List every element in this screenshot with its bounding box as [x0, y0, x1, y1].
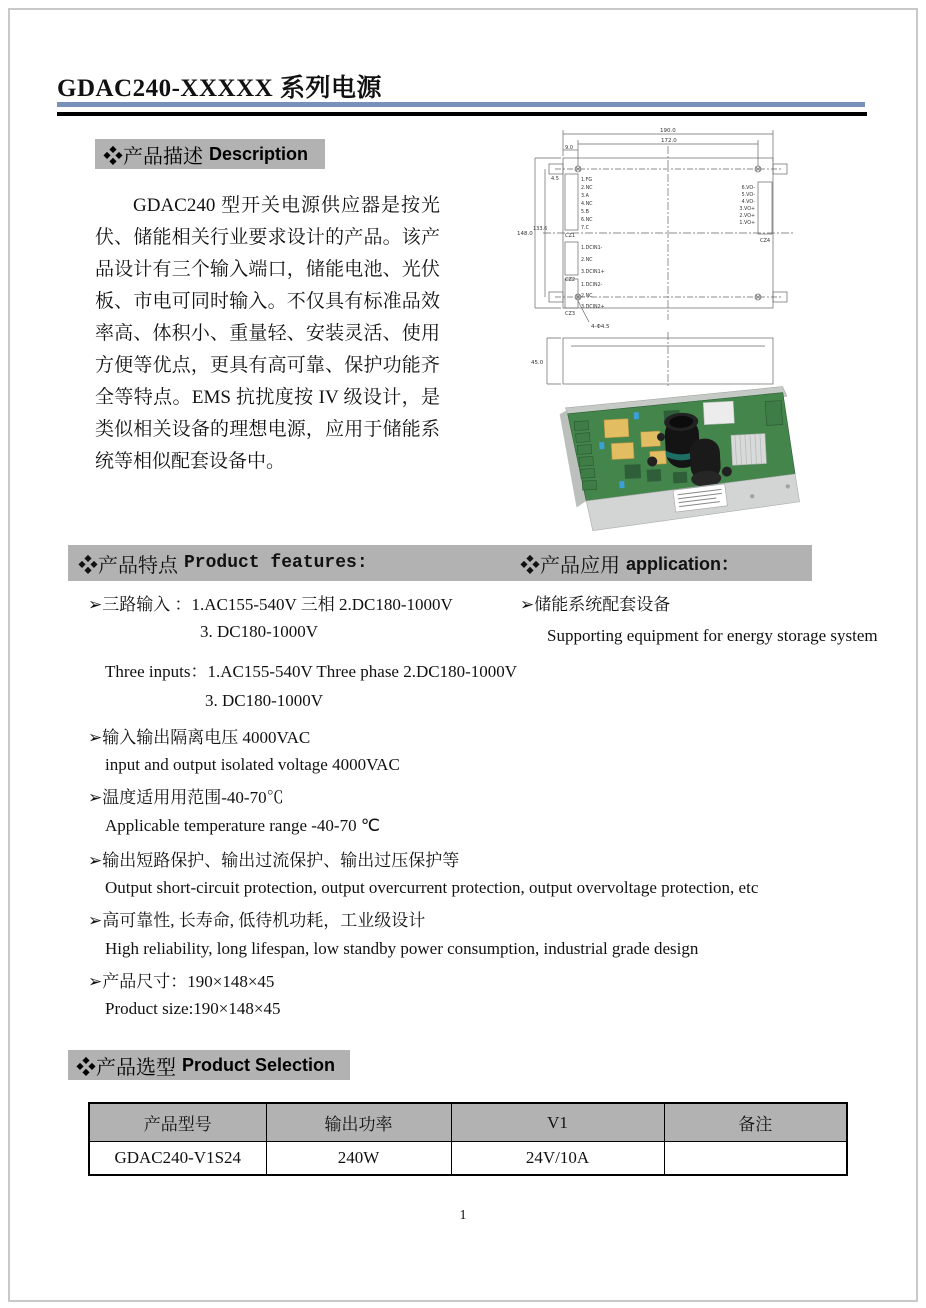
terminal-block-right	[765, 401, 782, 426]
application-item-en: Supporting equipment for energy storage system	[547, 626, 878, 645]
title-underline-blue	[57, 102, 865, 107]
cz1-pin: 3.A	[581, 194, 589, 199]
cz3-pin: 1.DCIN2-	[581, 283, 603, 288]
features-application-header-band	[68, 545, 812, 581]
feature-line: ➢高可靠性, 长寿命, 低待机功耗，工业级设计	[88, 911, 426, 930]
feature-line: ➢三路输入 ：1.AC155-540V 三相 2.DC180-1000V	[88, 595, 453, 614]
cz2-pin: 3.DCIN1+	[581, 270, 605, 275]
cz1-pin: 6.NC	[581, 218, 593, 223]
dim-width-inner: 172.0	[661, 138, 677, 144]
connector-cz2	[565, 242, 578, 275]
feature-line: input and output isolated voltage 4000VAC	[105, 755, 400, 774]
col-header-note: 备注	[664, 1103, 847, 1142]
description-paragraph: GDAC240 型开关电源供应器是按光伏、储能相关行业要求设计的产品。该产品设计有三个输入端口，储能电池、光伏板、市电可同时输入。不仅具有标准品效率高、体积小、重量轻、安装灵活、使用方便等优点，更具有高可靠、保护功能齐全等特点。EMS 抗扰度按 IV 级设计，是类似相关设备的理想电源，应用于储能系统等相似配套设备中。	[95, 195, 440, 472]
cz4-pin: 5.VO-	[741, 193, 755, 198]
feature-line: ➢输入输出隔离电压 4000VAC	[88, 728, 311, 747]
col-header-v1: V1	[451, 1103, 664, 1142]
connector-cz4	[758, 182, 772, 234]
connector-label-cz1: CZ1	[565, 233, 576, 239]
heatsink	[731, 434, 767, 466]
dim-width-outer: 190.0	[660, 128, 676, 134]
page-number: 1	[459, 1208, 467, 1223]
section-header-application-en: application：	[626, 554, 740, 574]
cz1-pin: 5.B	[581, 210, 589, 215]
dimension-drawing	[515, 122, 900, 394]
cz4-pin: 6.VO-	[741, 186, 755, 191]
cz4-pin: 4.VO-	[741, 200, 755, 205]
section-header-features	[78, 545, 368, 581]
product-photo	[554, 380, 806, 532]
connector-label-cz4: CZ4	[760, 238, 771, 244]
connector-label-cz3: CZ3	[565, 311, 576, 317]
dim-side-height: 45.0	[531, 360, 544, 366]
dim-height-outer: 148.0	[517, 231, 533, 237]
section-header-application	[520, 545, 739, 581]
feature-line: Three inputs：1.AC155-540V Three phase 2.DC180-1000V	[105, 662, 518, 681]
cell-note	[664, 1142, 847, 1176]
table-header-row	[89, 1103, 847, 1142]
feature-line: 3. DC180-1000V	[200, 622, 319, 641]
datasheet-page	[8, 8, 918, 1302]
product-photo-svg	[554, 380, 806, 532]
cell-model: GDAC240-V1S24	[89, 1142, 266, 1176]
section-header-features-zh: ❖产品特点	[78, 554, 178, 577]
cz3-pin: 3.DCIN2+	[581, 305, 605, 310]
product-selection-table	[88, 1102, 848, 1176]
section-header-selection-en: Product Selection	[182, 1054, 336, 1075]
dimension-drawing-svg	[515, 122, 900, 394]
feature-line: High reliability, long lifespan, low standby power consumption, industrial grade design	[105, 939, 699, 958]
cz4-pin: 1.VO+	[739, 221, 755, 226]
feature-line: ➢产品尺寸：190×148×45	[88, 972, 275, 991]
feature-line: ➢温度适用用范围-40-70℃	[88, 788, 284, 807]
feature-line: Applicable temperature range -40-70 ℃	[105, 816, 380, 835]
dim-holes: 4-Φ4.5	[591, 324, 610, 330]
title-underline-black	[57, 112, 867, 116]
cz2-pin: 1.DCIN1-	[581, 246, 603, 251]
application-item-zh: ➢储能系统配套设备	[520, 595, 671, 614]
section-header-description-zh: ❖产品描述	[103, 145, 203, 168]
cz1-pin: 4.NC	[581, 202, 593, 207]
feature-line: Output short-circuit protection, output overcurrent protection, output overvoltage protection, etc	[105, 878, 759, 897]
connector-cz1	[565, 174, 578, 230]
cz3-pin: 2.NC	[581, 294, 593, 299]
connector-label-cz2: CZ2	[565, 277, 576, 283]
cz2-pin: 2.NC	[581, 258, 593, 263]
relay-module	[703, 401, 734, 425]
feature-line: ➢输出短路保护、输出过流保护、输出过压保护等	[88, 851, 460, 870]
section-header-selection	[68, 1050, 350, 1080]
cz4-pin: 3.VO+	[739, 207, 755, 212]
cz1-pin: 1.FG	[581, 178, 593, 183]
section-header-description-en: Description	[209, 143, 309, 164]
section-header-features-en: Product features:	[184, 553, 368, 573]
document-title: GDAC240-XXXXX 系列电源	[57, 75, 382, 102]
section-header-application-zh: ❖产品应用	[520, 554, 620, 577]
col-header-power: 输出功率	[266, 1103, 451, 1142]
table-row	[89, 1142, 847, 1176]
feature-line: Product size:190×148×45	[105, 999, 281, 1018]
cell-v1: 24V/10A	[451, 1142, 664, 1176]
dim-offset-top: 4.5	[551, 176, 559, 182]
cz4-pin: 2.VO+	[739, 214, 755, 219]
col-header-model: 产品型号	[89, 1103, 266, 1142]
cz1-pin: 2.NC	[581, 186, 593, 191]
section-header-description	[95, 139, 325, 169]
connector-cz3	[565, 279, 578, 308]
section-header-selection-zh: ❖产品选型	[76, 1056, 176, 1079]
dim-offset-left: 9.0	[565, 145, 573, 151]
dim-height-inner: 133.6	[533, 226, 548, 232]
feature-line: 3. DC180-1000V	[205, 691, 324, 710]
cell-power: 240W	[266, 1142, 451, 1176]
cz1-pin: 7.C	[581, 226, 589, 231]
